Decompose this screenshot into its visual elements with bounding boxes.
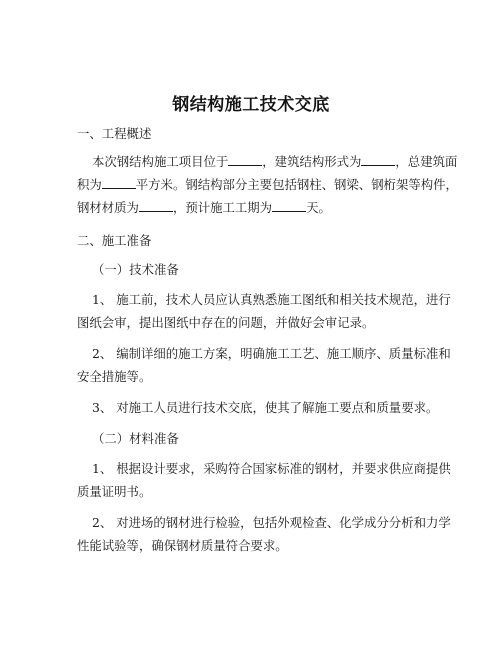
material-item2-line2: 性能试验等，确保钢材质量符合要求。 [77, 538, 288, 553]
section2-heading: 二、施工准备 [77, 233, 152, 248]
blank-area [102, 176, 136, 189]
text-fragment: 平方米。钢结构部分主要包括钢柱、钢梁、钢桁架等构件， [135, 177, 458, 192]
section1-heading: 一、工程概述 [77, 126, 152, 141]
blank-structure-type [361, 153, 395, 166]
tech-item2-line2: 安全措施等。 [77, 369, 152, 384]
text-fragment: 本次钢结构施工项目位于 [92, 154, 229, 169]
subsection-technical-heading: （一）技术准备 [92, 262, 179, 277]
blank-duration [272, 199, 306, 212]
section1-paragraph-line3 [77, 199, 331, 217]
text-fragment: 积为 [77, 177, 102, 192]
text-fragment: 钢材材质为 [77, 200, 139, 215]
tech-item3-line1: 3、 对施工人员进行技术交底，使其了解施工要点和质量要求。 [92, 400, 439, 415]
tech-item1-line2: 图纸会审，提出图纸中存在的问题，并做好会审记录。 [77, 315, 375, 330]
subsection-material-heading: （二）材料准备 [92, 431, 179, 446]
section1-paragraph-line2 [77, 176, 458, 194]
text-fragment: ，总建筑面 [395, 154, 458, 169]
material-item1-line1: 1、 根据设计要求，采购符合国家标准的钢材，并要求供应商提供 [92, 461, 451, 476]
document-title: 钢结构施工技术交底 [172, 95, 330, 115]
blank-steel-grade [139, 199, 173, 212]
material-item1-line2: 质量证明书。 [77, 484, 152, 499]
text-fragment: ，建筑结构形式为 [262, 154, 362, 169]
text-fragment: 天。 [306, 200, 331, 215]
blank-location [228, 153, 262, 166]
text-fragment: ，预计施工工期为 [172, 200, 273, 215]
section1-paragraph-line1 [92, 153, 457, 171]
material-item2-line1: 2、 对进场的钢材进行检验，包括外观检查、化学成分分析和力学 [92, 515, 451, 530]
tech-item1-line1: 1、 施工前，技术人员应认真熟悉施工图纸和相关技术规范，进行 [92, 292, 451, 307]
tech-item2-line1: 2、 编制详细的施工方案，明确施工工艺、施工顺序、质量标准和 [92, 346, 451, 361]
